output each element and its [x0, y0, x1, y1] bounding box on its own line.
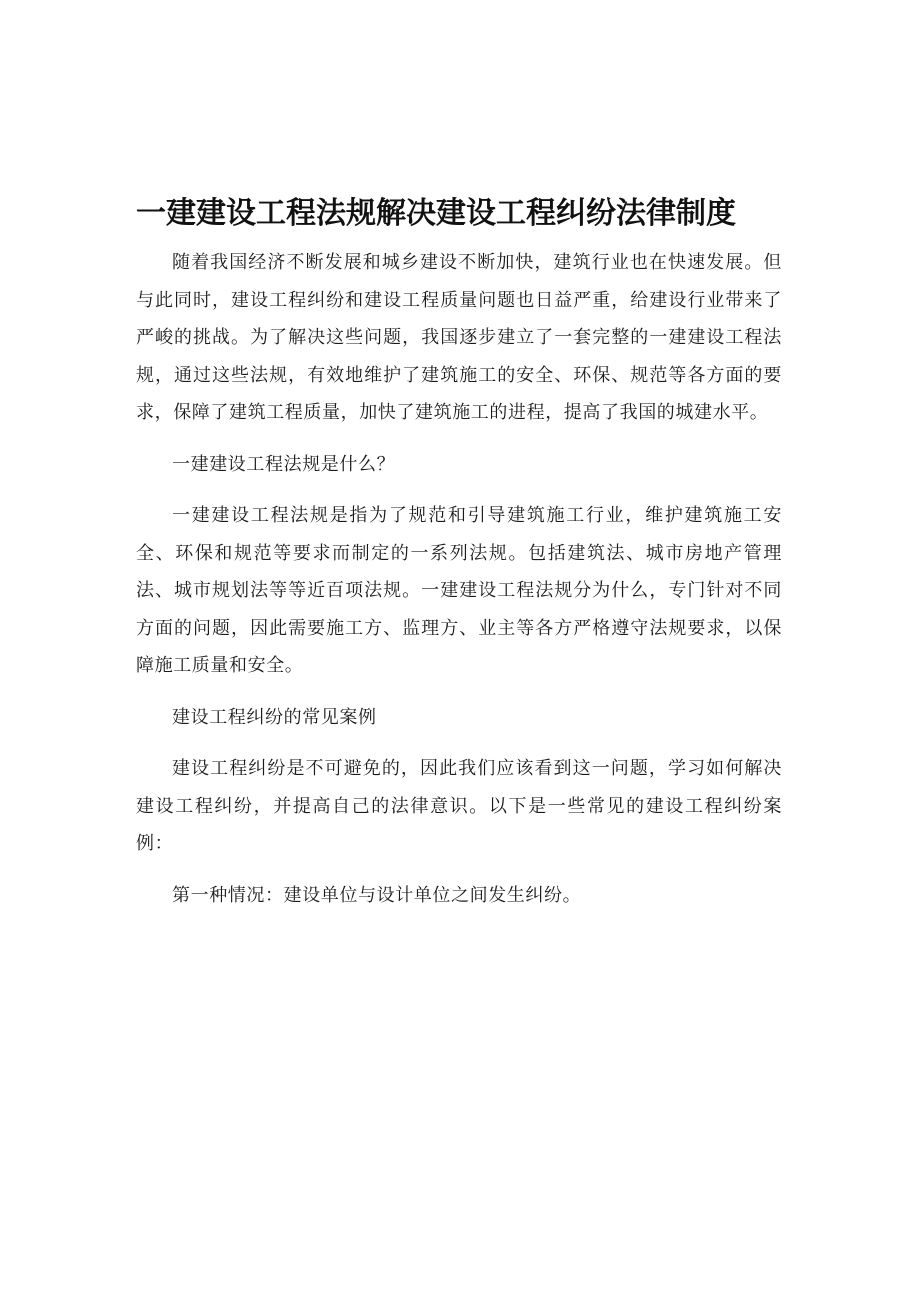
common-cases-paragraph: 建设工程纠纷是不可避免的，因此我们应该看到这一问题，学习如何解决建设工程纠纷，并提高自己的法律意识。以下是一些常见的建设工程纠纷案例： [136, 758, 782, 854]
intro-paragraph: 随着我国经济不断发展和城乡建设不断加快，建筑行业也在快速发展。但与此同时，建设工程纠纷和建设工程质量问题也日益严重，给建设行业带来了严峻的挑战。为了解决这些问题，我国逐步建立了一套完整的一建建设工程法规，通过这些法规，有效地维护了建筑施工的安全、环保、规范等各方面的要求，保障了建筑工程质量，加快了建筑施工的进程，提高了我国的城建水平。 [136, 252, 782, 423]
document-title: 一建建设工程法规解决建设工程纠纷法律制度 [136, 196, 736, 231]
section-heading-what-is-regulation: 一建建设工程法规是什么？ [172, 453, 396, 475]
first-case-paragraph: 第一种情况：建设单位与设计单位之间发生纠纷。 [172, 884, 582, 906]
paragraph-spacer [136, 736, 782, 750]
paragraph-spacer [136, 483, 782, 497]
regulation-definition-paragraph: 一建建设工程法规是指为了规范和引导建筑施工行业，维护建筑施工安全、环保和规范等要求而制定的一系列法规。包括建筑法、城市房地产管理法、城市规划法等等近百项法规。一建建设工程法规分为什么，专门针对不同方面的问题，因此需要施工方、监理方、业主等各方严格遵守法规要求，以保障施工质量和安全。 [136, 505, 782, 676]
paragraph-spacer [136, 685, 782, 699]
section-heading-common-cases: 建设工程纠纷的常见案例 [172, 706, 377, 728]
paragraph-spacer [136, 432, 782, 446]
paragraph-spacer [136, 863, 782, 877]
document-body [136, 244, 782, 914]
